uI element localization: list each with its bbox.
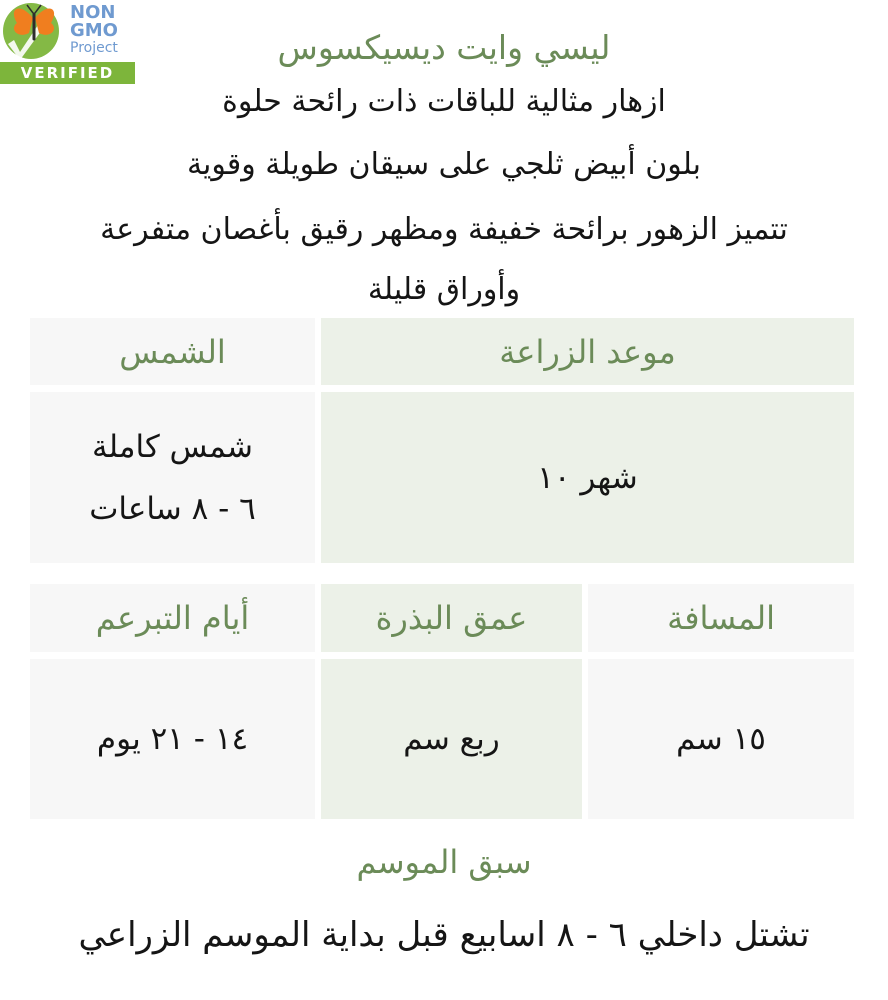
sun-value-line-1: شمس كاملة: [92, 428, 253, 465]
description-line-4: وأوراق قليلة: [367, 272, 521, 307]
seed-depth-value: ربع سم: [321, 659, 582, 819]
badge-line-non: NON: [70, 2, 116, 23]
sun-value: [30, 392, 315, 563]
spacing-header: المسافة: [588, 584, 854, 652]
non-gmo-verified-badge: [0, 0, 135, 84]
butterfly-icon: [0, 0, 68, 62]
seed-depth-header: عمق البذرة: [321, 584, 582, 652]
planting-time-value: شهر ١٠: [321, 392, 854, 563]
badge-verified-label: VERIFIED: [0, 62, 135, 84]
planting-time-header: موعد الزراعة: [321, 318, 854, 385]
product-title: ليسي وايت ديسيكسوس: [277, 28, 611, 67]
season-note: تشتل داخلي ٦ - ٨ اسابيع قبل بداية الموسم الزراعي: [78, 915, 810, 955]
badge-text: [70, 4, 134, 57]
description-line-2: بلون أبيض ثلجي على سيقان طويلة وقوية: [186, 147, 702, 182]
description-line-3: تتميز الزهور برائحة خفيفة ومظهر رقيق بأغصان متفرعة: [100, 212, 788, 247]
badge-line-project: Project: [70, 40, 118, 56]
description-line-1: ازهار مثالية للباقات ذات رائحة حلوة: [222, 84, 666, 119]
sun-header: الشمس: [30, 318, 315, 385]
season-heading: سبق الموسم: [356, 843, 532, 881]
sun-value-line-2: ٦ - ٨ ساعات: [89, 490, 256, 527]
germination-days-header: أيام التبرعم: [30, 584, 315, 652]
badge-line-gmo: GMO: [70, 20, 118, 41]
badge-top: [0, 0, 135, 62]
germination-days-value: ١٤ - ٢١ يوم: [30, 659, 315, 819]
spacing-value: ١٥ سم: [588, 659, 854, 819]
